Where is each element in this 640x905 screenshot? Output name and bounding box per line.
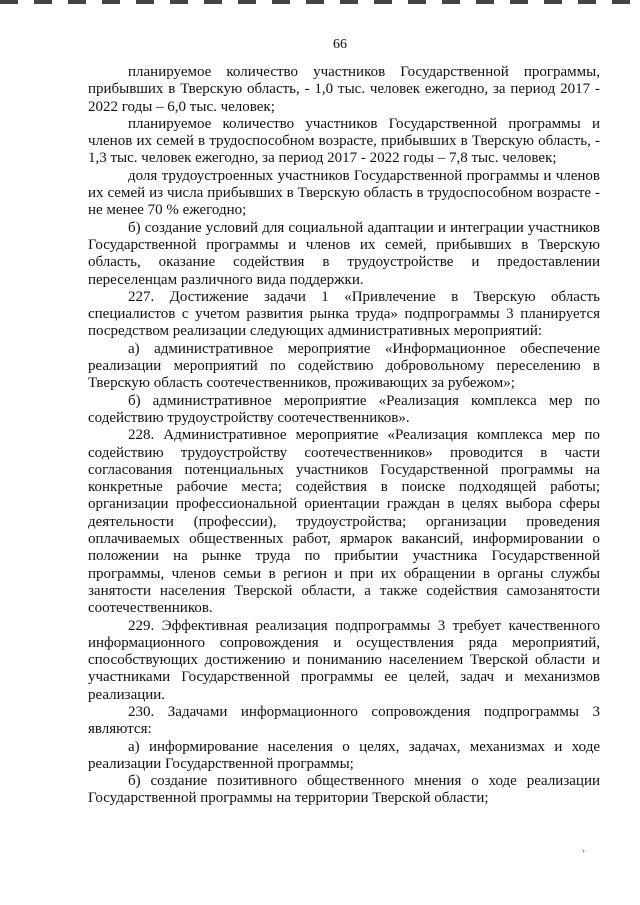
- paragraph-2: планируемое количество участников Государственной программы и членов их семей в трудоспособном возрасте, прибывших в Тверскую область, - 1,3 тыс. человек ежегодно, за период 2017 - 2022 годы – 7,8 тыс. человек;: [88, 115, 600, 167]
- page-number: 66: [333, 37, 347, 52]
- paragraph-6: а) административное мероприятие «Информационное обеспечение реализации мероприятий по содействию добровольному переселению в Тверскую область соотечественников, проживающих за рубежом»;: [88, 340, 600, 392]
- scan-edge-artifact: [0, 0, 640, 4]
- scan-speck: ‚: [582, 843, 586, 854]
- paragraph-8: 228. Административное мероприятие «Реализация комплекса мер по содействию трудоустройству соотечественников» проводится в части согласования потенциальных участников Государственной программы на конкретные рабочие места; содействия в поиске подходящей работы; организации профессиональной ориентации граждан в целях выбора сферы деятельности (профессии), трудоустройства; организации проведения оплачиваемых общественных работ, ярмарок вакансий, информировании о положении на рынке труда по прибытии участника Государственной программы, членов семьи в регион и при их обращении в органы службы занятости населения Тверской области, а также содействия самозанятости соотечественников.: [88, 427, 600, 617]
- paragraph-12: б) создание позитивного общественного мнения о ходе реализации Государственной программы на территории Тверской области;: [88, 773, 600, 807]
- paragraph-10: 230. Задачами информационного сопровождения подпрограммы 3 являются:: [88, 703, 600, 738]
- document-body: [88, 64, 600, 808]
- paragraph-9: 229. Эффективная реализация подпрограммы 3 требует качественного информационного сопровождения и осуществления ряда мероприятий, способствующих достижению и пониманию населением Тверской области и участниками Государственной программы ее целей, задач и механизмов реализации.: [88, 617, 600, 703]
- paragraph-3: доля трудоустроенных участников Государственной программы и членов их семей из числа прибывших в Тверскую область в трудоспособном возрасте - не менее 70 % ежегодно;: [88, 167, 600, 219]
- paragraph-4: б) создание условий для социальной адаптации и интеграции участников Государственной программы и членов их семей, прибывших в Тверскую область, оказание содействия в трудоустройстве и предоставлении переселенцам различного вида поддержки.: [88, 219, 600, 288]
- paragraph-11: а) информирование населения о целях, задачах, механизмах и ходе реализации Государственной программы;: [88, 738, 600, 772]
- paragraph-7: б) административное мероприятие «Реализация комплекса мер по содействию трудоустройству соотечественников».: [88, 392, 600, 426]
- paragraph-1: планируемое количество участников Государственной программы, прибывших в Тверскую область, - 1,0 тыс. человек ежегодно, за период 2017 - 2022 годы – 6,0 тыс. человек;: [88, 64, 600, 115]
- paragraph-5: 227. Достижение задачи 1 «Привлечение в Тверскую область специалистов с учетом развития рынка труда» подпрограммы 3 планируется посредством реализации следующих административных мероприятий:: [88, 288, 600, 340]
